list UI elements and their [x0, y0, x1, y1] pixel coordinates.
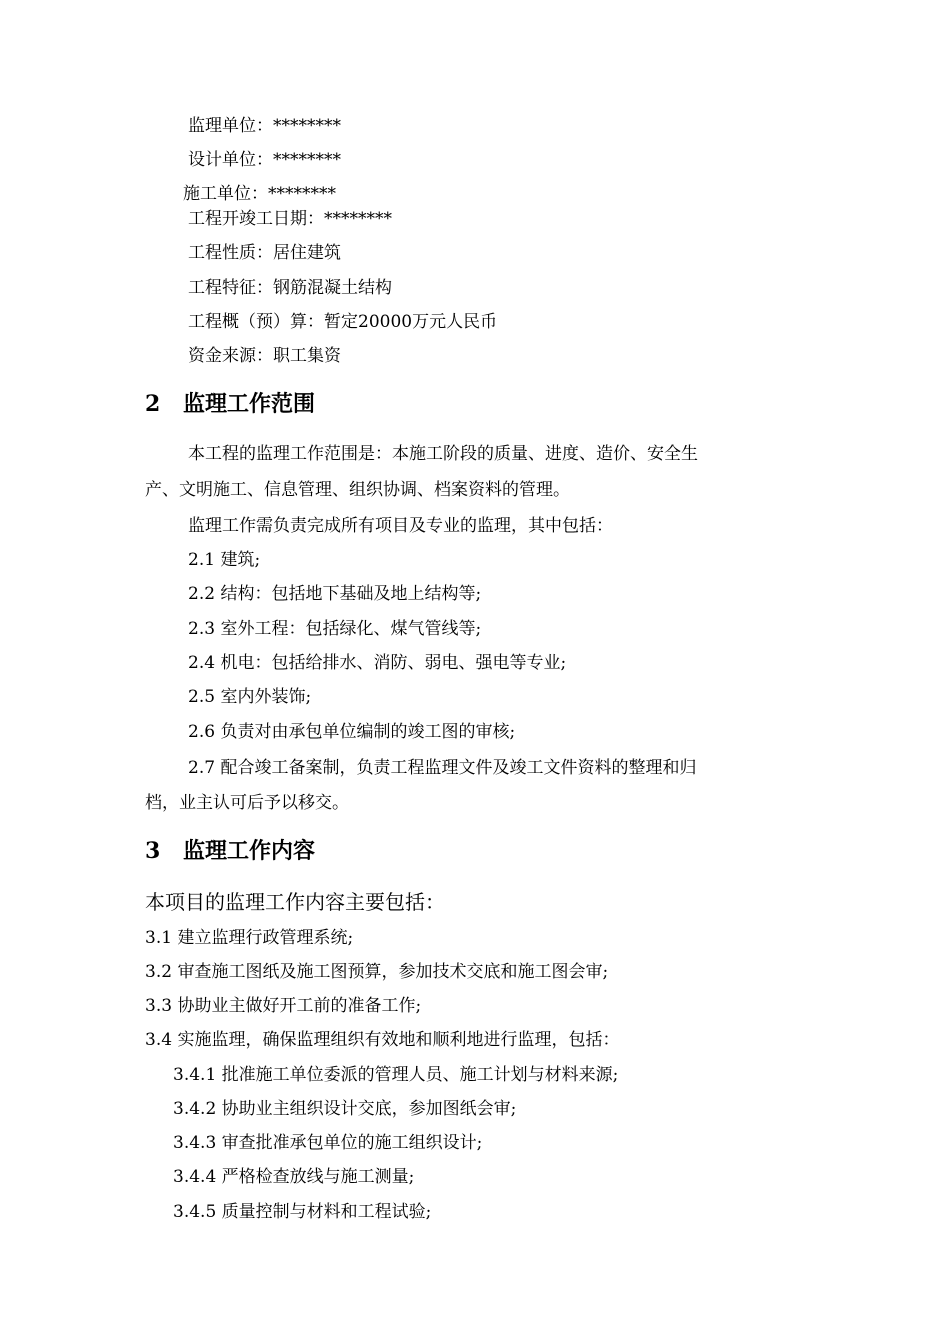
- section3-item: 3.3 协助业主做好开工前的准备工作;: [145, 996, 422, 1016]
- section3-number: 3: [145, 838, 161, 864]
- section3-item: 3.2 审查施工图纸及施工图预算，参加技术交底和施工图会审;: [145, 962, 609, 982]
- section2-para1-line1: 本工程的监理工作范围是：本施工阶段的质量、进度、造价、安全生: [188, 444, 698, 464]
- section2-item: 2.1 建筑;: [188, 550, 261, 570]
- section2-para2: 监理工作需负责完成所有项目及专业的监理，其中包括：: [188, 516, 613, 536]
- info-nature: 工程性质：居住建筑: [188, 243, 341, 263]
- section2-item: 2.3 室外工程：包括绿化、煤气管线等;: [188, 619, 482, 639]
- section2-number: 2: [145, 391, 161, 417]
- section2-item: 2.2 结构：包括地下基础及地上结构等;: [188, 584, 482, 604]
- section3-subitem: 3.4.3 审查批准承包单位的施工组织设计;: [173, 1133, 483, 1153]
- info-supervisor: 监理单位：********: [188, 116, 341, 136]
- info-dates: 工程开竣工日期：********: [188, 209, 392, 229]
- section2-heading: [145, 391, 315, 417]
- section3-item: 3.4 实施监理，确保监理组织有效地和顺利地进行监理，包括：: [145, 1030, 620, 1050]
- section3-heading: [145, 838, 315, 864]
- section3-intro: 本项目的监理工作内容主要包括：: [145, 890, 445, 914]
- section2-title: 监理工作范围: [183, 391, 316, 417]
- info-designer: 设计单位：********: [188, 150, 341, 170]
- section3-subitem: 3.4.4 严格检查放线与施工测量;: [173, 1167, 415, 1187]
- section2-item-continued: 档，业主认可后予以移交。: [145, 793, 349, 813]
- section3-title: 监理工作内容: [183, 838, 316, 864]
- info-funding: 资金来源：职工集资: [188, 346, 341, 366]
- section2-item: 2.6 负责对由承包单位编制的竣工图的审核;: [188, 722, 516, 742]
- section2-item: 2.5 室内外装饰;: [188, 687, 312, 707]
- section2-item: 2.7 配合竣工备案制，负责工程监理文件及竣工文件资料的整理和归: [188, 758, 697, 778]
- section2-item: 2.4 机电：包括给排水、消防、弱电、强电等专业;: [188, 653, 567, 673]
- section3-subitem: 3.4.5 质量控制与材料和工程试验;: [173, 1202, 432, 1222]
- section3-subitem: 3.4.1 批准施工单位委派的管理人员、施工计划与材料来源;: [173, 1065, 619, 1085]
- info-feature: 工程特征：钢筋混凝土结构: [188, 278, 392, 298]
- section3-item: 3.1 建立监理行政管理系统;: [145, 928, 354, 948]
- section3-subitem: 3.4.2 协助业主组织设计交底，参加图纸会审;: [173, 1099, 517, 1119]
- section2-para1-line2: 产、文明施工、信息管理、组织协调、档案资料的管理。: [145, 480, 570, 500]
- info-constructor: 施工单位：********: [183, 184, 336, 204]
- info-budget: 工程概（预）算：暂定20000万元人民币: [188, 312, 498, 332]
